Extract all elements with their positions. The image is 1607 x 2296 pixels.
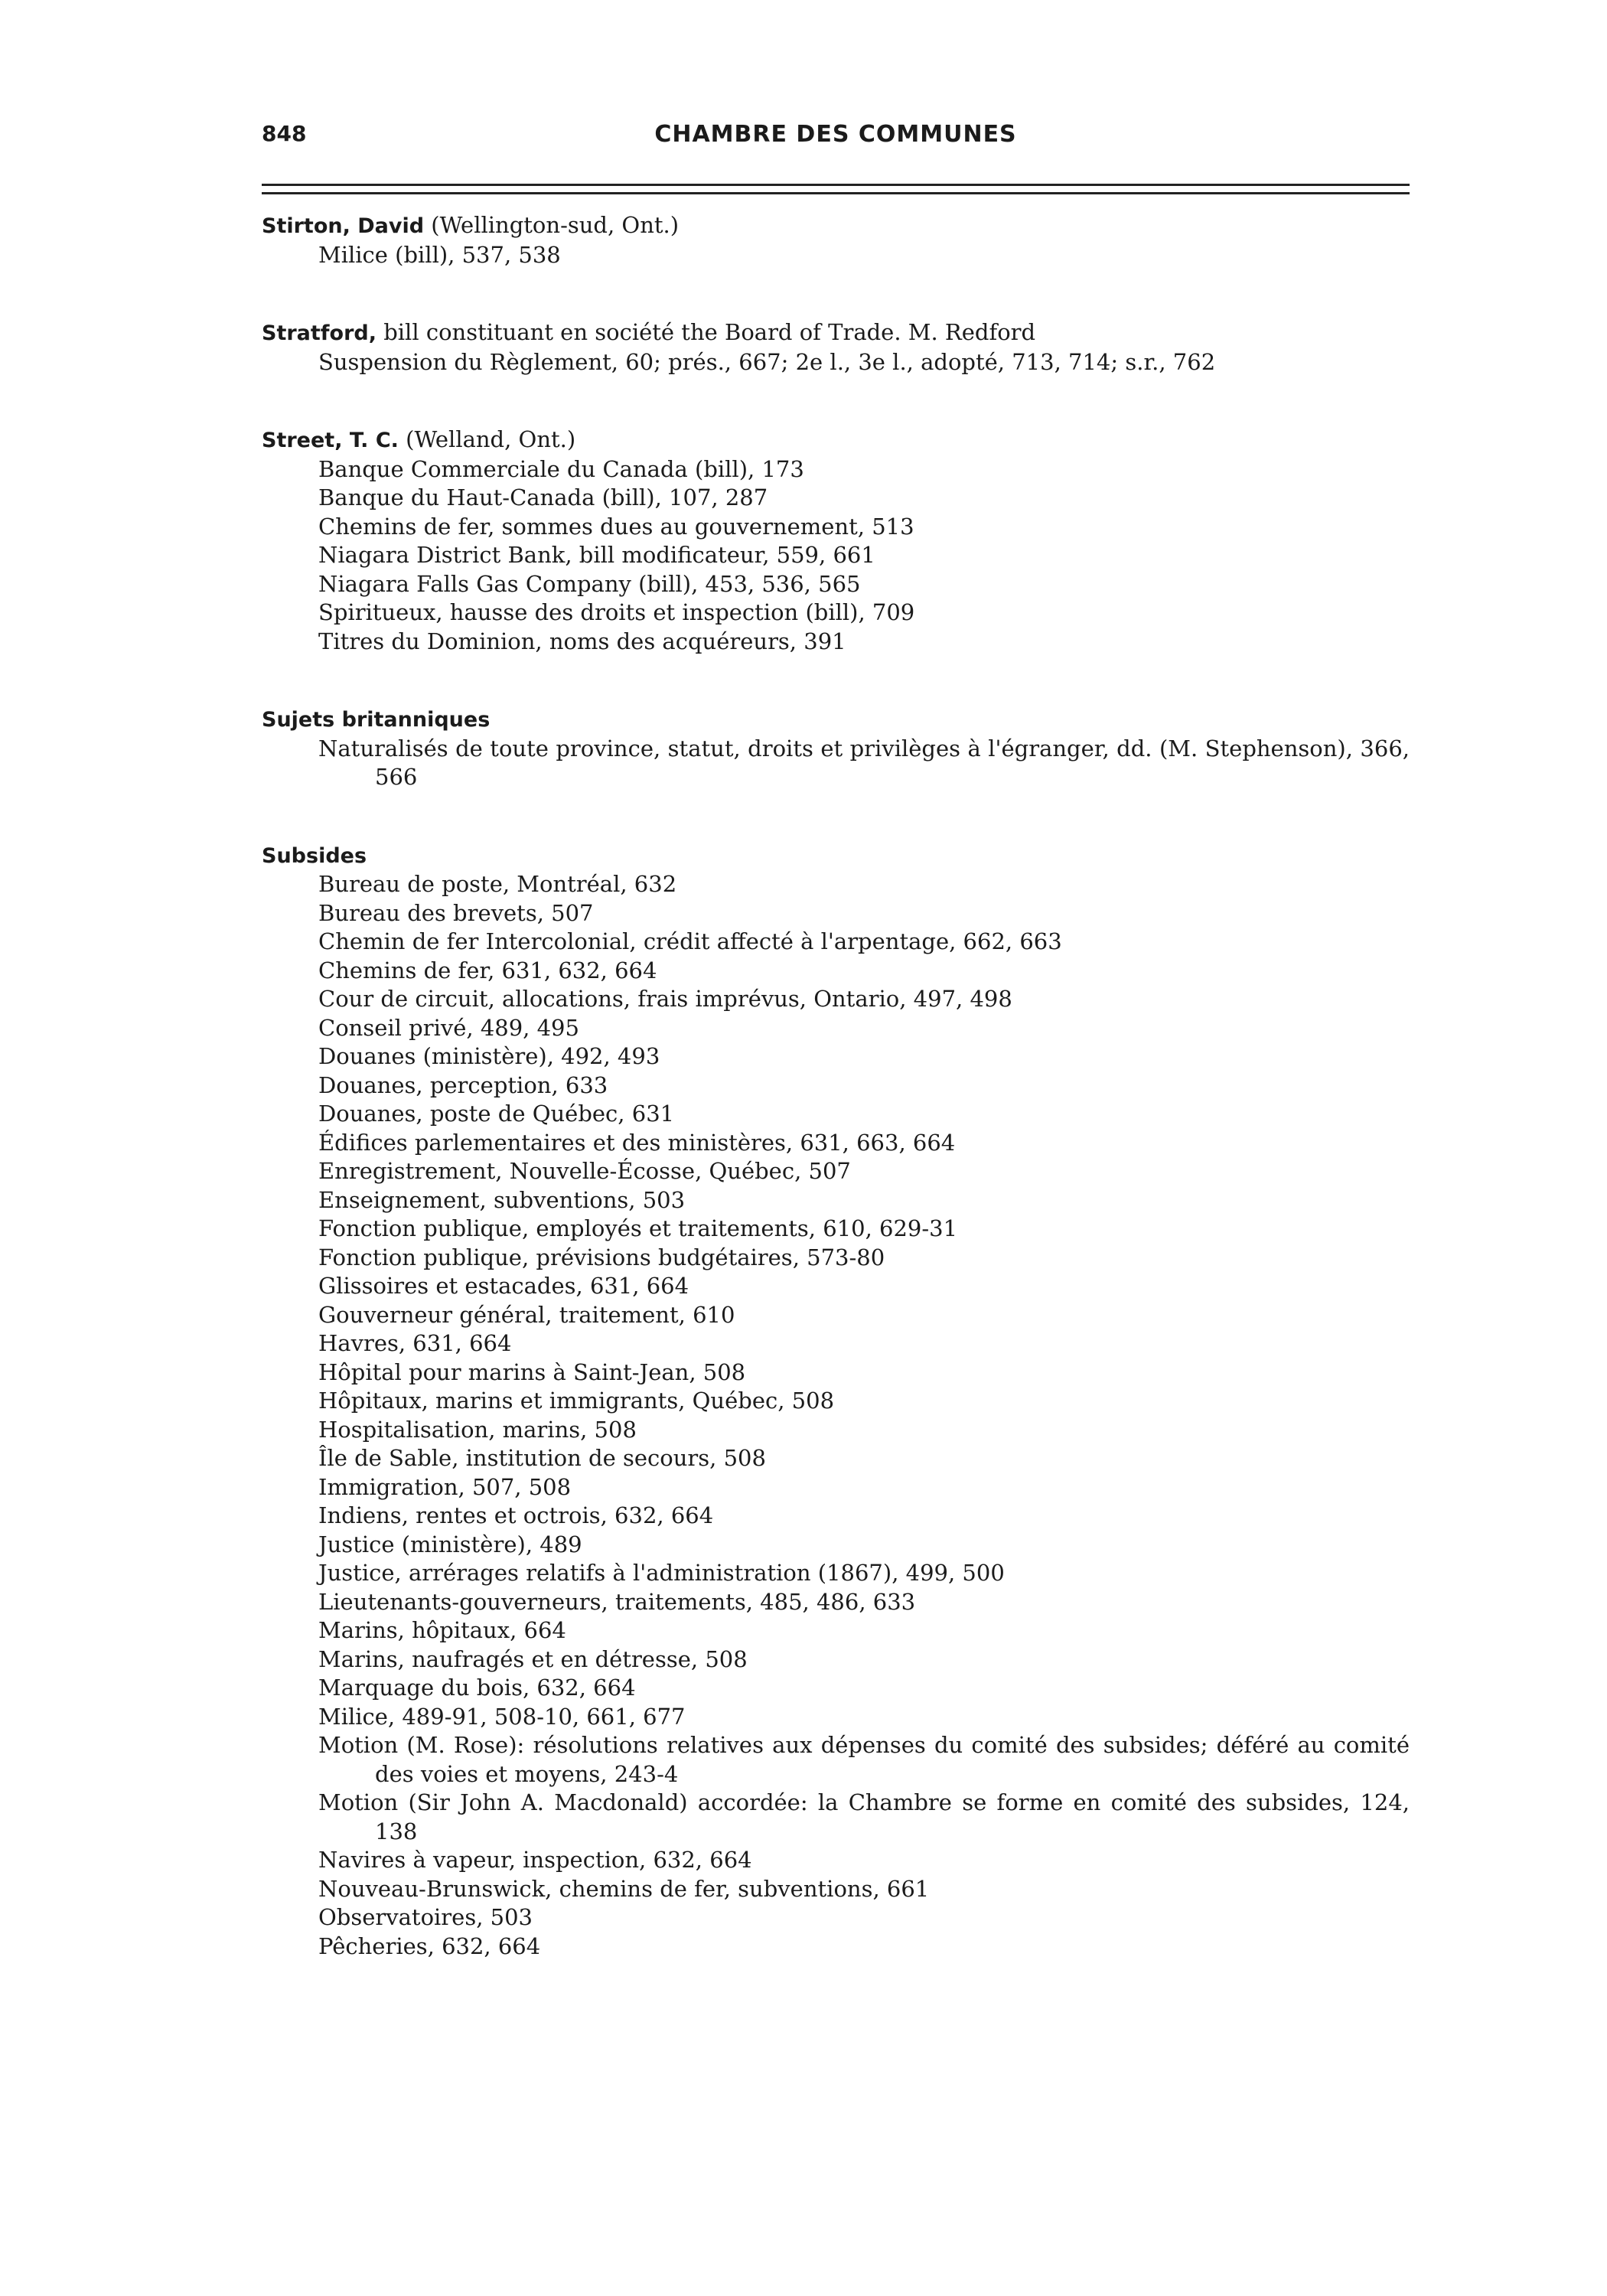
entry-heading-detail: (Welland, Ont.): [398, 426, 576, 452]
header-rule: [262, 184, 1410, 186]
entry-subitem: Banque du Haut-Canada (bill), 107, 287: [318, 484, 768, 510]
header-rule: [262, 192, 1410, 194]
entry-subitem: Naturalisés de toute province, statut, droits et privilèges à l'égranger, dd. (M. Stephenson), 366, 566: [318, 735, 1410, 790]
entry-subitem: Enseignement, subventions, 503: [318, 1186, 686, 1213]
entry-heading-detail: bill constituant en société the Board of Trade. M. Redford: [376, 319, 1036, 345]
entry-subitem: Indiens, rentes et octrois, 632, 664: [318, 1502, 714, 1528]
entry-subitem: Marins, naufragés et en détresse, 508: [318, 1645, 748, 1672]
entry-subitem: Chemin de fer Intercolonial, crédit affecté à l'arpentage, 662, 663: [318, 928, 1062, 954]
entry-subitem: Fonction publique, employés et traitements, 610, 629-31: [318, 1215, 958, 1241]
entry-subitem: Douanes, poste de Québec, 631: [318, 1101, 675, 1127]
entry-heading-line: [262, 841, 1410, 871]
entry-heading: Subsides: [262, 843, 367, 868]
entry-subitem: Douanes, perception, 633: [318, 1071, 608, 1098]
entry-subitem: Milice, 489-91, 508-10, 661, 677: [318, 1703, 686, 1730]
entry-subitem: Justice, arrérages relatifs à l'administration (1867), 499, 500: [318, 1560, 1005, 1586]
entry-subitem: Cour de circuit, allocations, frais imprévus, Ontario, 497, 498: [318, 986, 1012, 1012]
entry-subitem: Milice (bill), 537, 538: [318, 241, 561, 268]
entry-subitem: Havres, 631, 664: [318, 1330, 512, 1356]
entry-subitem: Hôpital pour marins à Saint-Jean, 508: [318, 1358, 746, 1385]
entry-heading: Stratford,: [262, 321, 376, 345]
index-entry: [262, 318, 1410, 377]
entry-heading-line: [262, 705, 1410, 735]
entry-subitem: Douanes (ministère), 492, 493: [318, 1043, 660, 1069]
entry-heading-line: [262, 426, 1410, 455]
entry-heading-detail: (Wellington-sud, Ont.): [424, 212, 680, 238]
entry-subitem: Marins, hôpitaux, 664: [318, 1617, 566, 1643]
entry-subitem: Motion (Sir John A. Macdonald) accordée: la Chambre se forme en comité des subsides, 124, 138: [318, 1789, 1410, 1844]
index-entry: [262, 841, 1410, 1962]
index-entry: [262, 211, 1410, 269]
entry-subitem: Bureau de poste, Montréal, 632: [318, 871, 677, 897]
entry-subitem: Navires à vapeur, inspection, 632, 664: [318, 1847, 752, 1873]
entry-subitem: Observatoires, 503: [318, 1904, 533, 1930]
entry-subitem: Titres du Dominion, noms des acquéreurs, 391: [318, 628, 846, 654]
entry-subitem: Fonction publique, prévisions budgétaires, 573-80: [318, 1244, 885, 1270]
entry-subitem: Gouverneur général, traitement, 610: [318, 1301, 735, 1328]
entry-subitem: Suspension du Règlement, 60; prés., 667; 2e l., 3e l., adopté, 713, 714; s.r., 762: [318, 348, 1216, 375]
entry-subitem: Immigration, 507, 508: [318, 1473, 572, 1500]
entry-heading-line: [262, 211, 1410, 241]
entry-subitem: Édifices parlementaires et des ministères, 631, 663, 664: [318, 1129, 956, 1156]
entry-subitem: Spiritueux, hausse des droits et inspection (bill), 709: [318, 599, 915, 625]
entry-heading: Street, T. C.: [262, 429, 399, 452]
entry-heading: Sujets britanniques: [262, 708, 491, 732]
entry-subitem: Chemins de fer, sommes dues au gouvernement, 513: [318, 513, 914, 540]
index-entry: [262, 426, 1410, 656]
entry-subitem: Hospitalisation, marins, 508: [318, 1416, 637, 1443]
page-number: 848: [262, 121, 307, 146]
entry-subitem: Banque Commerciale du Canada (bill), 173: [318, 455, 804, 482]
entry-subitem: Enregistrement, Nouvelle-Écosse, Québec, 507: [318, 1158, 851, 1184]
entry-subitem: Pêcheries, 632, 664: [318, 1932, 541, 1959]
entry-subitem: Niagara Falls Gas Company (bill), 453, 536, 565: [318, 570, 861, 597]
index-content: [262, 211, 1410, 2010]
entry-subitem: Niagara District Bank, bill modificateur, 559, 661: [318, 542, 875, 568]
entry-heading-line: [262, 318, 1410, 348]
entry-subitem: Chemins de fer, 631, 632, 664: [318, 957, 657, 983]
entry-subitem: Hôpitaux, marins et immigrants, Québec, 508: [318, 1388, 835, 1414]
entry-subitem: Justice (ministère), 489: [318, 1531, 582, 1557]
entry-subitem: Bureau des brevets, 507: [318, 899, 594, 926]
entry-heading: Stirton, David: [262, 214, 425, 238]
entry-subitem: Glissoires et estacades, 631, 664: [318, 1273, 689, 1299]
entry-subitem: Lieutenants-gouverneurs, traitements, 485, 486, 633: [318, 1588, 916, 1615]
entry-subitem: Nouveau-Brunswick, chemins de fer, subventions, 661: [318, 1875, 930, 1902]
entry-subitem: Marquage du bois, 632, 664: [318, 1675, 636, 1701]
entry-subitem: Île de Sable, institution de secours, 508: [318, 1445, 766, 1471]
entry-subitem: Conseil privé, 489, 495: [318, 1014, 579, 1041]
entry-subitem: Motion (M. Rose): résolutions relatives aux dépenses du comité des subsides; déféré au comité des voies et moyens, 243-4: [318, 1732, 1410, 1787]
running-title: CHAMBRE DES COMMUNES: [654, 121, 1017, 148]
index-entry: [262, 705, 1410, 792]
page-header: [262, 121, 1410, 155]
